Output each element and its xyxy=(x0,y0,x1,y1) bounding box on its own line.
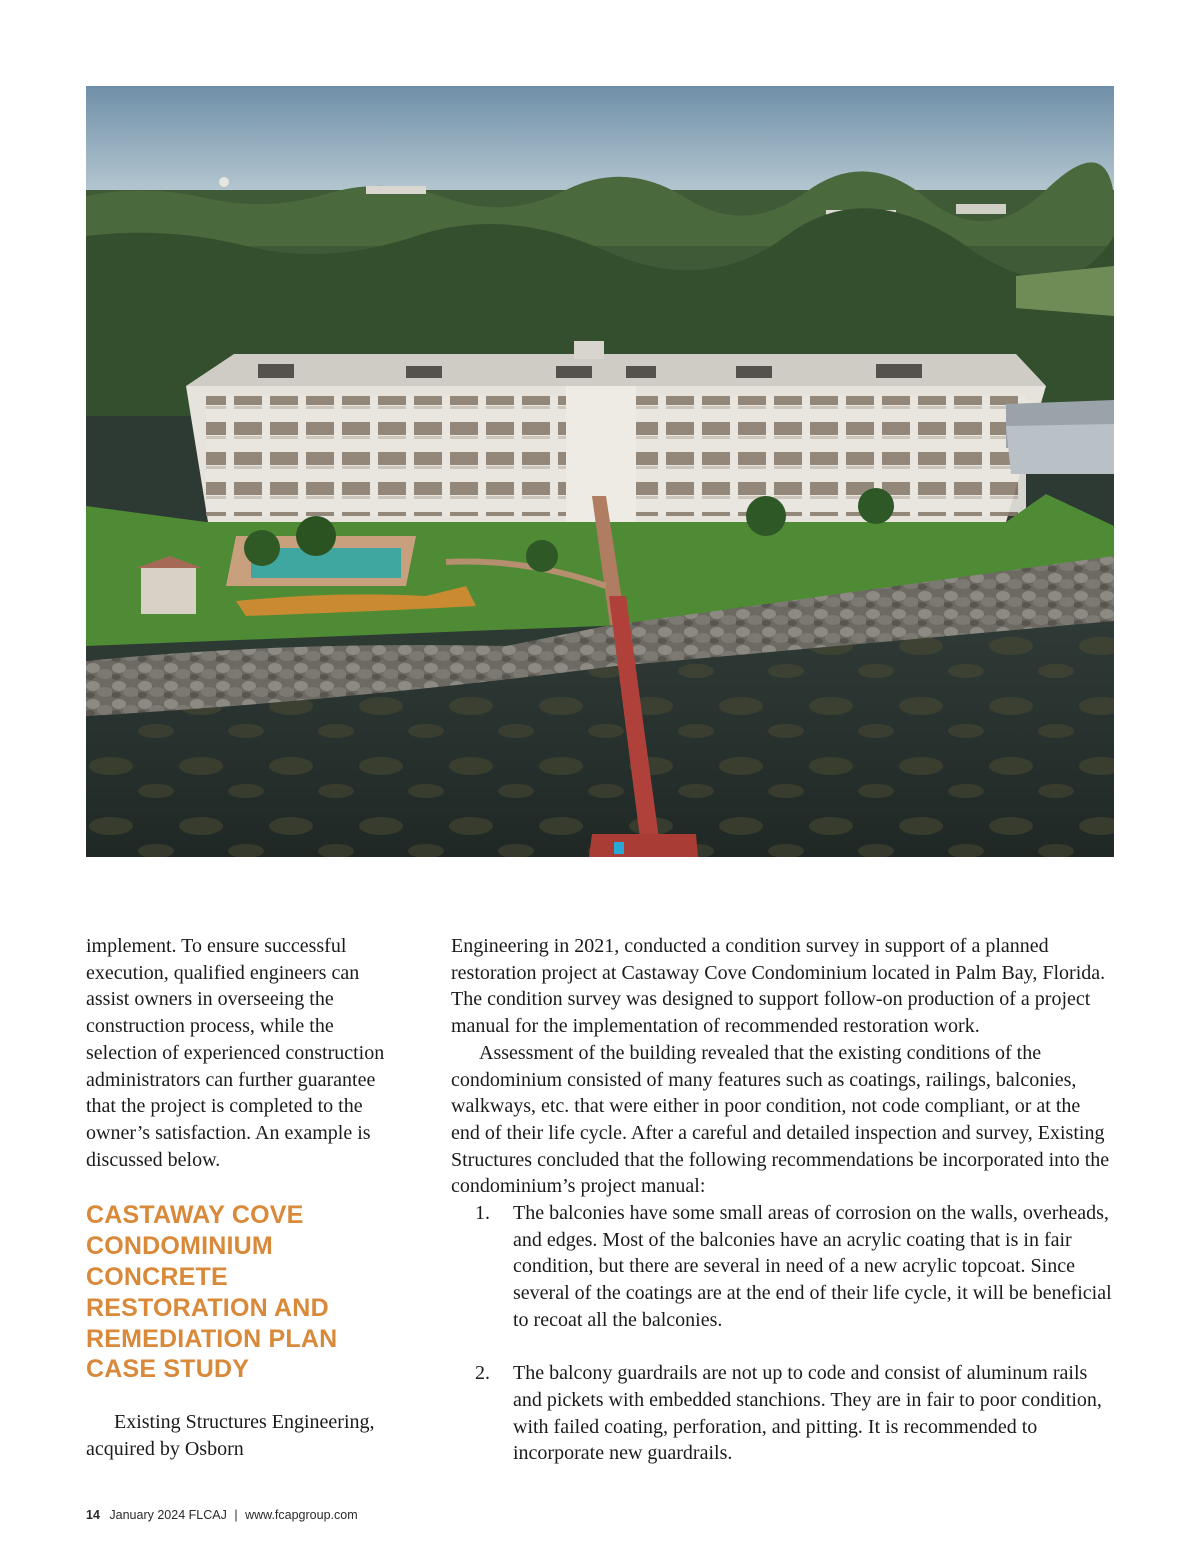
list-item xyxy=(451,1360,1114,1467)
left-column xyxy=(86,933,386,1463)
recommendations-list xyxy=(451,1200,1114,1467)
footer-separator: | xyxy=(234,1508,238,1522)
website-link[interactable]: www.fcapgroup.com xyxy=(245,1508,358,1522)
list-item-number: 1. xyxy=(475,1202,490,1225)
aerial-condominium-photo xyxy=(86,86,1114,857)
list-item-number: 2. xyxy=(475,1362,490,1385)
page-footer xyxy=(86,1508,358,1522)
left-paragraph-case-start: Existing Structures Engineering, acquired by Osborn xyxy=(86,1411,375,1460)
right-paragraph-survey: Engineering in 2021, conducted a condition survey in support of a planned restoration project at Castaway Cove Condominium located in Palm Bay, Florida. The condition survey was designed to support follow-on production of a project manual for the implementation of recommended restoration work. xyxy=(451,935,1106,1038)
right-column xyxy=(451,933,1114,1467)
list-item-text: The balconies have some small areas of corrosion on the walls, overheads, and edges. Most of the balconies have an acrylic coating that is in fair condition, but there are several in need of a new acrylic topcoat. Since several of the coatings are at the end of their life cycle, it will be beneficial to recoat all the balconies. xyxy=(513,1202,1112,1331)
page-number: 14 xyxy=(86,1508,100,1522)
list-item xyxy=(451,1200,1114,1334)
left-paragraph-intro: implement. To ensure successful execution, qualified engineers can assist owners in overseeing the construction process, while the selection of experienced construction administrators can further guarantee that the project is completed to the owner’s satisfaction. An example is discussed below. xyxy=(86,935,385,1171)
case-study-heading: CASTAWAY COVE CONDOMINIUM CONCRETE RESTORATION AND REMEDIATION PLAN CASE STUDY xyxy=(86,1201,338,1384)
right-paragraph-assessment: Assessment of the building revealed that the existing conditions of the condominium consisted of many features such as coatings, railings, balconies, walkways, etc. that were either in poor condition, not code compliant, or at the end of their life cycle. After a careful and detailed inspection and survey, Existing Structures concluded that the following recommendations be incorporated into the condominium’s project manual: xyxy=(451,1041,1110,1198)
list-item-text: The balcony guardrails are not up to code and consist of aluminum rails and pickets with embedded stanchions. They are in fair to poor condition, with failed coating, perforation, and pitting. It is recommended to incorporate new guardrails. xyxy=(513,1362,1102,1465)
publication-name: FLCAJ xyxy=(188,1508,227,1522)
issue-date: January 2024 xyxy=(109,1508,186,1522)
